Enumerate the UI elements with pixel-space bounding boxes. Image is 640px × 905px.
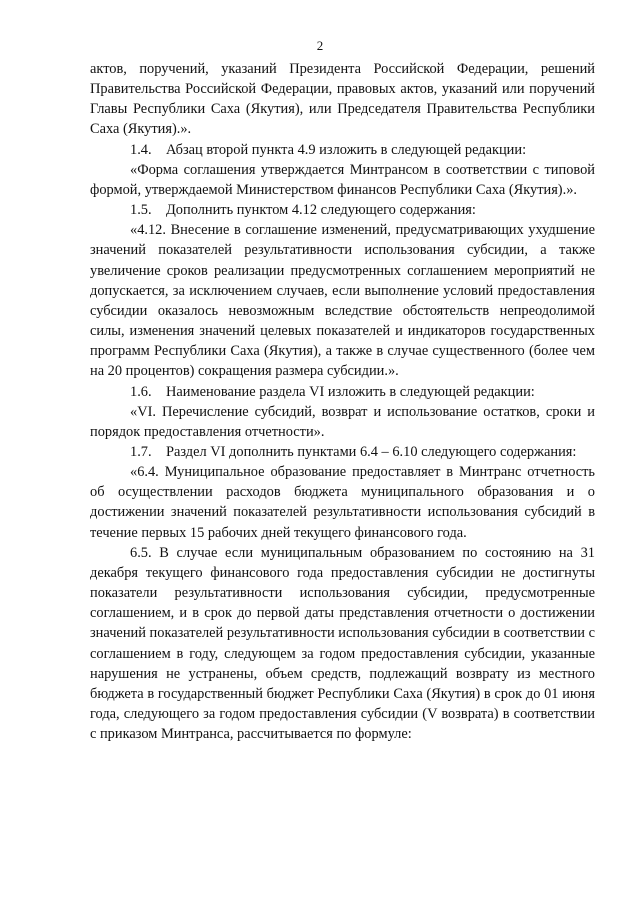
paragraph-item-1-7: 1.7. Раздел VI дополнить пунктами 6.4 – 6.10 следующего содержания: [130, 443, 577, 460]
paragraph-clause-6-5: 6.5. В случае если муниципальным образованием по состоянию на 31 декабря текущего финансового года предоставления субсидии не достигнуты показатели результативности использования субсидии, предусмотренные соглашением, и в срок до первой даты представления отчетности о достижении значений показателей результативности использования субсидии в соответствии с соглашением в году, следующем за годом предоставления субсидии, указанные нарушения не устранены, объем средств, подлежащий возврату из местного бюджета в государственный бюджет Республики Саха (Якутия) в срок до 01 июня года, следующего за годом предоставления субсидии (V возврата) в соответствии с приказом Минтранса, рассчитывается по формуле: [90, 544, 595, 743]
paragraph-agreement-form: «Форма соглашения утверждается Минтрансом в соответствии с типовой формой, утверждаемой Министерством финансов Республики Саха (Якутия).». [90, 161, 595, 198]
paragraph-item-1-5: 1.5. Дополнить пунктом 4.12 следующего содержания: [130, 202, 476, 219]
paragraph-section-vi-title: «VI. Перечисление субсидий, возврат и использование остатков, сроки и порядок предоставления отчетности». [90, 403, 595, 440]
document-body [90, 59, 595, 744]
page-number: 2 [316, 38, 324, 53]
paragraph-item-1-6: 1.6. Наименование раздела VI изложить в следующей редакции: [130, 383, 535, 400]
paragraph-item-1-4: 1.4. Абзац второй пункта 4.9 изложить в следующей редакции: [130, 141, 527, 158]
paragraph-continuation: актов, поручений, указаний Президента Российской Федерации, решений Правительства Российской Федерации, правовых актов, указаний или поручений Главы Республики Саха (Якутия), или Председателя Правительства Республики Саха (Якутия).». [90, 61, 595, 138]
paragraph-clause-6-4: «6.4. Муниципальное образование предоставляет в Минтранс отчетность об осуществлении расходов бюджета муниципального образования и о достижении значений показателей результативности использования субсидий в течение первых 15 рабочих дней текущего финансового года. [90, 464, 595, 541]
paragraph-clause-4-12: «4.12. Внесение в соглашение изменений, предусматривающих ухудшение значений показателей результативности использования субсидии, а также увеличение сроков реализации предусмотренных соглашением мероприятий не допускается, за исключением случаев, если выполнение условий предоставления субсидии оказалось невозможным вследствие обстоятельств непреодолимой силы, изменения значений целевых показателей и индикаторов государственных программ Республики Саха (Якутия), а также в случае существенного (более чем на 20 процентов) сокращения размера субсидии.». [90, 222, 595, 380]
